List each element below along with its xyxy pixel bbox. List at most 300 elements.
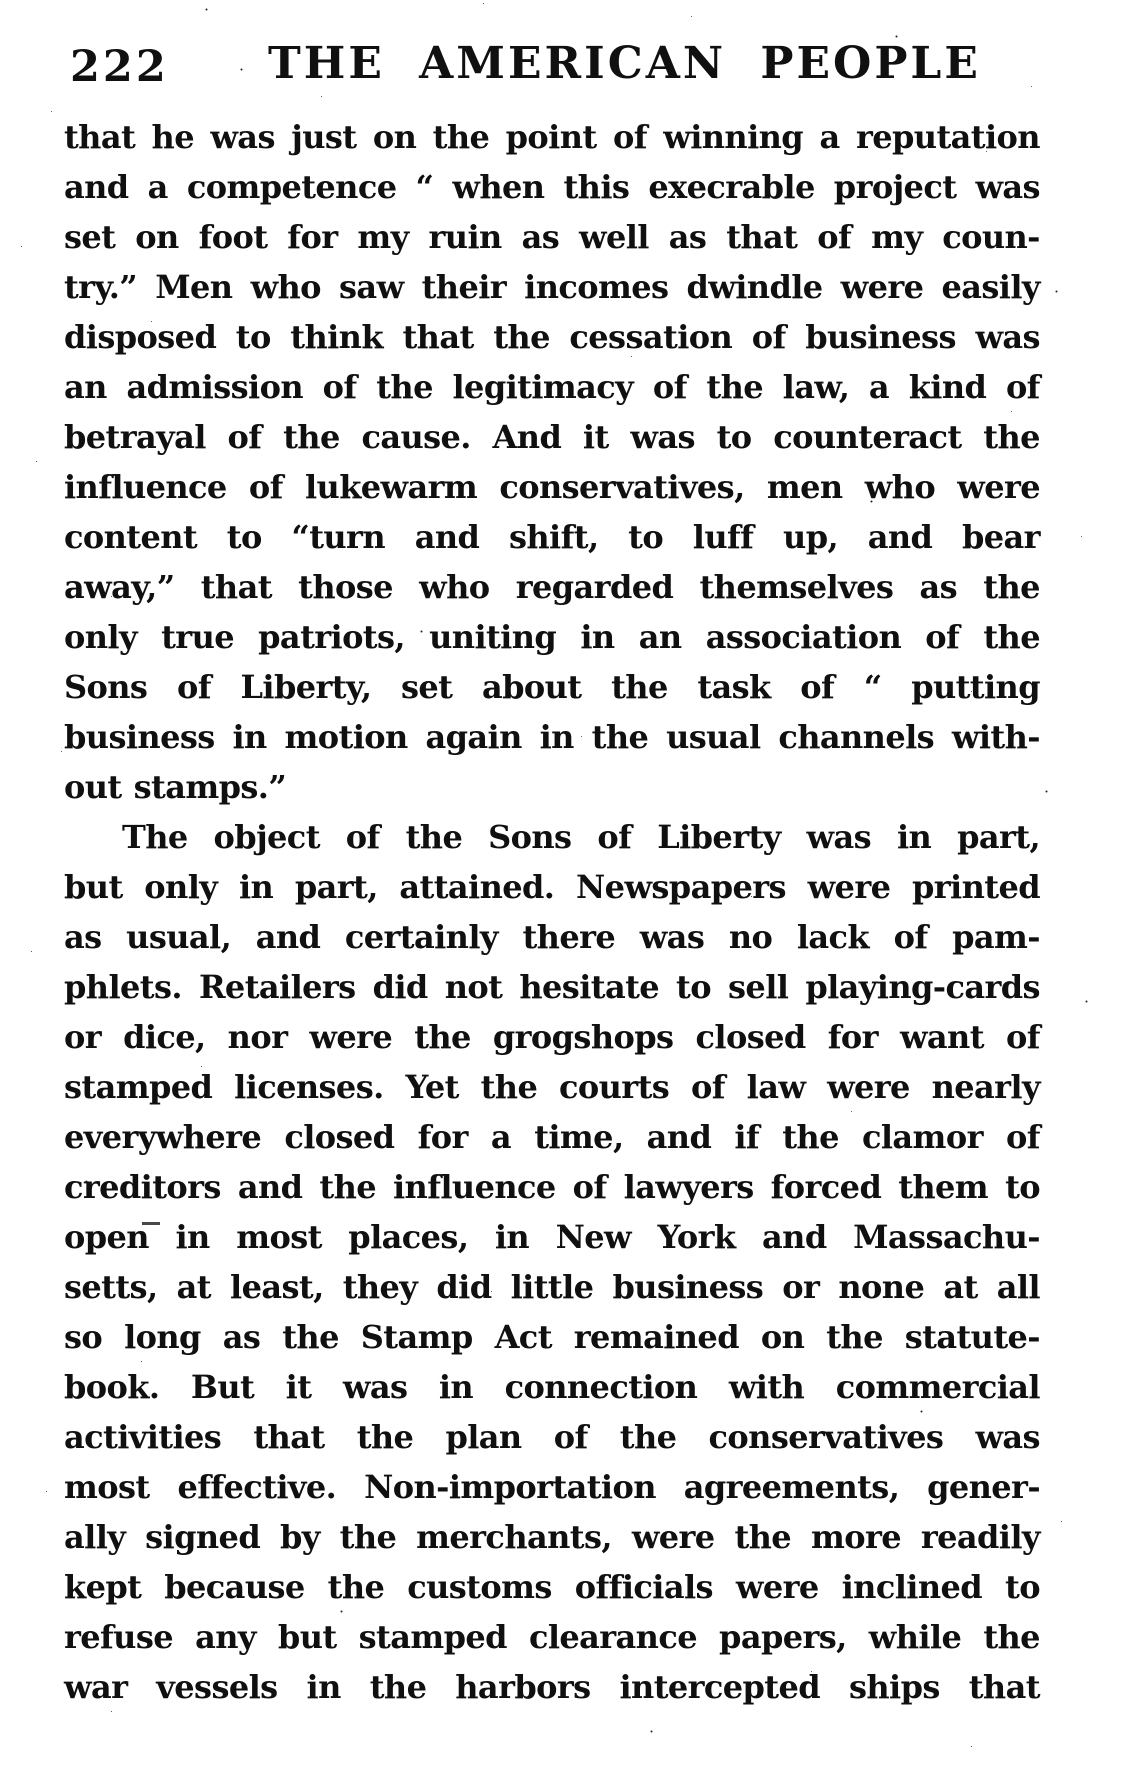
word: at (176, 1268, 211, 1306)
word: were (957, 468, 1040, 506)
word: And (492, 418, 562, 456)
word: of (1005, 368, 1040, 406)
word: by (279, 1518, 320, 1556)
word: of (322, 368, 357, 406)
text-line (64, 1612, 1040, 1662)
word: the (983, 618, 1040, 656)
word: the (493, 318, 550, 356)
word: a (490, 1118, 512, 1156)
word: and (255, 918, 321, 956)
word: on (372, 118, 417, 156)
word: content (64, 518, 198, 556)
word: of (1005, 1018, 1040, 1056)
word: and (237, 1168, 303, 1206)
word: of (690, 1068, 725, 1106)
word: the (282, 1318, 339, 1356)
text-line (64, 1662, 1040, 1712)
word: Non-importation (364, 1468, 656, 1506)
word: the (356, 1418, 414, 1456)
word: my (357, 218, 409, 256)
word: ruin (428, 218, 502, 256)
word: in (438, 1368, 474, 1406)
word: plan (445, 1418, 522, 1456)
word: of (893, 918, 928, 956)
word: But (190, 1368, 255, 1406)
word: clamor (861, 1118, 983, 1156)
word: customs (407, 1568, 552, 1606)
word: of (248, 468, 283, 506)
word: no (728, 918, 773, 956)
word: as (668, 218, 707, 256)
word: little (510, 1268, 594, 1306)
word: refuse (64, 1618, 174, 1656)
word: the (611, 668, 668, 706)
word: channels (778, 718, 935, 756)
word: closed (284, 1118, 395, 1156)
word: admission (126, 368, 303, 406)
word: the (983, 1618, 1040, 1656)
word: while (868, 1618, 962, 1656)
word: object (213, 818, 320, 856)
word: setts, (64, 1268, 158, 1306)
word: The (122, 818, 188, 856)
word: coun- (942, 218, 1040, 256)
word: this (563, 168, 630, 206)
text-line (64, 1312, 1040, 1362)
word: part, (294, 868, 378, 906)
word: everywhere (64, 1118, 262, 1156)
word: creditors (64, 1168, 221, 1206)
word: attained. (399, 868, 555, 906)
word: law, (782, 368, 850, 406)
word: the (283, 418, 340, 456)
word: forced (770, 1168, 882, 1206)
word: war (64, 1668, 128, 1706)
word: the (376, 368, 433, 406)
word: as (64, 918, 102, 956)
text-line (64, 662, 1040, 712)
word: commercial (835, 1368, 1040, 1406)
word: part, (957, 818, 1040, 856)
text-line (64, 1212, 1040, 1262)
word: “turn (291, 518, 385, 556)
word: set (64, 218, 116, 256)
word: were (827, 1068, 910, 1106)
word: cessation (569, 318, 733, 356)
word: all (996, 1268, 1040, 1306)
word: stamped (64, 1068, 213, 1106)
word: pam- (952, 918, 1040, 956)
word: the (983, 418, 1040, 456)
word: my (871, 218, 923, 256)
word: with- (951, 718, 1040, 756)
text-line (64, 912, 1040, 962)
word: that (253, 1418, 325, 1456)
word: reputation (855, 118, 1040, 156)
word: of (612, 118, 647, 156)
word: out (64, 768, 122, 806)
word: point (505, 118, 597, 156)
word: Massachu- (853, 1218, 1040, 1256)
word: in (238, 868, 274, 906)
word: in (539, 718, 574, 756)
word: stamped (358, 1618, 507, 1656)
word: as (919, 568, 958, 606)
word: influence (64, 468, 227, 506)
word: putting (911, 668, 1040, 706)
word: nearly (931, 1068, 1040, 1106)
word: who (250, 268, 321, 306)
word: the (619, 1418, 677, 1456)
word: true (161, 618, 234, 656)
word: was (975, 318, 1040, 356)
word: usual (666, 718, 761, 756)
text-line (64, 312, 1040, 362)
word: agreements, (683, 1468, 900, 1506)
word: kept (64, 1568, 142, 1606)
word: it (285, 1368, 312, 1406)
text-line (64, 1112, 1040, 1162)
word: effective. (177, 1468, 337, 1506)
text-line (64, 562, 1040, 612)
word: but (277, 1618, 337, 1656)
text-line (64, 1512, 1040, 1562)
word: law (746, 1068, 806, 1106)
word: the (369, 1668, 427, 1706)
word: to (676, 968, 711, 1006)
word: least, (230, 1268, 324, 1306)
word: phlets. (64, 968, 182, 1006)
word: officials (574, 1568, 713, 1606)
word: were (807, 868, 891, 906)
word: stamps.” (133, 768, 287, 806)
word: connection (504, 1368, 698, 1406)
word: and (867, 518, 933, 556)
word: to (628, 518, 664, 556)
word: in (175, 1218, 210, 1256)
text-line (64, 1012, 1040, 1062)
word: merchants, (416, 1518, 612, 1556)
word: if (734, 1118, 760, 1156)
word: to (1005, 1168, 1040, 1206)
word: men (766, 468, 843, 506)
word: bear (961, 518, 1040, 556)
word: book. (64, 1368, 160, 1406)
text-line (64, 462, 1040, 512)
text-line (64, 812, 1040, 862)
word: in (580, 618, 615, 656)
paragraph-1 (64, 112, 1040, 812)
word: were (631, 1518, 715, 1556)
text-line (64, 1062, 1040, 1112)
word: for (827, 1018, 878, 1056)
page-number: 222 (70, 42, 169, 92)
word: not (444, 968, 503, 1006)
word: lukewarm (304, 468, 478, 506)
word: were (840, 268, 924, 306)
paragraph-2 (64, 812, 1040, 1712)
word: readily (920, 1518, 1040, 1556)
word: did (436, 1268, 492, 1306)
word: harbors (455, 1668, 591, 1706)
word: disposed (64, 318, 217, 356)
word: that (64, 118, 136, 156)
word: of (1005, 1118, 1040, 1156)
word: a (819, 118, 840, 156)
word: inclined (841, 1568, 983, 1606)
word: dwindle (686, 268, 823, 306)
word: counteract (773, 418, 962, 456)
word: of (652, 368, 687, 406)
word: more (810, 1518, 901, 1556)
word: to (226, 518, 262, 556)
word: for (417, 1118, 468, 1156)
word: project (833, 168, 957, 206)
word: lack (796, 918, 869, 956)
word: courts (559, 1068, 670, 1106)
word: who (864, 468, 936, 506)
word: in (306, 1668, 341, 1706)
word: that (402, 318, 474, 356)
word: of (597, 818, 632, 856)
word: ally (64, 1518, 126, 1556)
word: betrayal (64, 418, 206, 456)
word: he (151, 118, 194, 156)
word: the (782, 1118, 839, 1156)
word: luff (692, 518, 754, 556)
word: it (582, 418, 609, 456)
word: an (638, 618, 682, 656)
word: in (896, 818, 932, 856)
word: of (572, 1168, 607, 1206)
word: of (817, 218, 852, 256)
word: the (327, 1568, 385, 1606)
text-line (64, 1362, 1040, 1412)
text-line (64, 512, 1040, 562)
word: as (222, 1318, 261, 1356)
word: competence (186, 168, 397, 206)
word: an (64, 368, 107, 406)
text-line (64, 162, 1040, 212)
word: the (480, 1068, 538, 1106)
word: dice, (123, 1018, 206, 1056)
running-header (64, 36, 1040, 92)
word: and (414, 518, 480, 556)
word: Newspapers (576, 868, 786, 906)
word: motion (284, 718, 408, 756)
word: when (452, 168, 545, 206)
word: that (968, 1668, 1040, 1706)
text-line (64, 1462, 1040, 1512)
word: up, (783, 518, 839, 556)
word: winning (663, 118, 804, 156)
word: incomes (524, 268, 669, 306)
word: Stamp (360, 1318, 473, 1356)
word: signed (145, 1518, 261, 1556)
word: open (64, 1218, 149, 1256)
word: those (298, 568, 393, 606)
word: were (735, 1568, 819, 1606)
word: hesitate (519, 968, 660, 1006)
word: business (64, 718, 215, 756)
word: was (630, 418, 695, 456)
word: conservatives (708, 1418, 944, 1456)
word: were (309, 1018, 393, 1056)
word: themselves (699, 568, 894, 606)
text-line (64, 1412, 1040, 1462)
word: their (421, 268, 507, 306)
word: about (481, 668, 582, 706)
word: statute- (904, 1318, 1040, 1356)
word: away,” (64, 568, 175, 606)
word: the (319, 1168, 376, 1206)
word: kind (908, 368, 987, 406)
word: most (64, 1468, 150, 1506)
word: a (868, 368, 890, 406)
text-line (64, 412, 1040, 462)
word: again (425, 718, 522, 756)
word: lawyers (623, 1168, 754, 1206)
word: Act (494, 1318, 552, 1356)
word: the (983, 568, 1040, 606)
word: Retailers (198, 968, 356, 1006)
word: that (726, 218, 798, 256)
text-line (64, 1162, 1040, 1212)
word: who (419, 568, 490, 606)
word: gener- (927, 1468, 1040, 1506)
word: to (1005, 1568, 1040, 1606)
word: Sons (488, 818, 572, 856)
word: of (227, 418, 262, 456)
word: the (414, 1018, 471, 1056)
word: was (210, 118, 275, 156)
word: of (553, 1418, 588, 1456)
word: did (372, 968, 428, 1006)
word: association (705, 618, 902, 656)
word: shift, (508, 518, 599, 556)
word: they (342, 1268, 418, 1306)
word: York (657, 1218, 736, 1256)
word: was (975, 1418, 1040, 1456)
word: was (975, 168, 1040, 206)
word: in (494, 1218, 530, 1256)
word: set (401, 668, 453, 706)
word: the (339, 1518, 397, 1556)
word: a (147, 168, 168, 206)
word: any (195, 1618, 256, 1656)
word: to (716, 418, 752, 456)
word: most (236, 1218, 322, 1256)
text-line (64, 1562, 1040, 1612)
word: intercepted (619, 1668, 821, 1706)
word: with (728, 1368, 805, 1406)
word: New (555, 1218, 631, 1256)
word: Liberty (657, 818, 781, 856)
word: on (135, 218, 179, 256)
word: on (760, 1318, 805, 1356)
word: the (432, 118, 490, 156)
word: places, (348, 1218, 469, 1256)
word: printed (912, 868, 1040, 906)
word: the (826, 1318, 883, 1356)
word: and (646, 1118, 712, 1156)
word: for (287, 218, 338, 256)
word: the (734, 1518, 792, 1556)
word: of (345, 818, 380, 856)
word: certainly (344, 918, 498, 956)
word: papers, (719, 1618, 847, 1656)
word: Liberty, (240, 668, 372, 706)
word: legitimacy (452, 368, 634, 406)
word: “ (415, 168, 434, 206)
word: nor (227, 1018, 288, 1056)
word: just (291, 118, 357, 156)
text-column (64, 112, 1040, 1712)
word: in (232, 718, 267, 756)
word: and (64, 168, 129, 206)
running-title: THE AMERICAN PEOPLE (268, 38, 981, 89)
word: Yet (405, 1068, 459, 1106)
word: conservatives, (499, 468, 745, 506)
word: so (64, 1318, 103, 1356)
word: them (898, 1168, 989, 1206)
word: of (800, 668, 835, 706)
word: think (290, 318, 383, 356)
word: try.” (64, 268, 138, 306)
text-line (64, 762, 1040, 812)
word: or (782, 1268, 820, 1306)
word: Sons (64, 668, 148, 706)
word: regarded (515, 568, 674, 606)
word: foot (198, 218, 268, 256)
word: was (639, 918, 705, 956)
word: and (762, 1218, 827, 1256)
text-line (64, 712, 1040, 762)
word: closed (695, 1018, 806, 1056)
word: none (838, 1268, 925, 1306)
text-line (64, 362, 1040, 412)
word: only (144, 868, 218, 906)
word: activities (64, 1418, 222, 1456)
text-line (64, 862, 1040, 912)
word: the (706, 368, 764, 406)
word: execrable (648, 168, 815, 206)
text-line (64, 112, 1040, 162)
word: influence (392, 1168, 556, 1206)
word: the (405, 818, 463, 856)
word: ships (848, 1668, 940, 1706)
word: the (591, 718, 649, 756)
word: as (521, 218, 560, 256)
word: usual, (126, 918, 232, 956)
word: playing-cards (805, 968, 1040, 1006)
word: task (697, 668, 771, 706)
text-line (64, 1262, 1040, 1312)
word: that (200, 568, 272, 606)
word: remained (573, 1318, 739, 1356)
text-line (64, 212, 1040, 262)
word: was (806, 818, 872, 856)
word: because (164, 1568, 305, 1606)
word: grogshops (492, 1018, 674, 1056)
word: vessels (156, 1668, 278, 1706)
text-line (64, 962, 1040, 1012)
word: or (64, 1018, 102, 1056)
word: but (64, 868, 123, 906)
word: long (124, 1318, 201, 1356)
word: Men (155, 268, 233, 306)
word: business (805, 318, 956, 356)
